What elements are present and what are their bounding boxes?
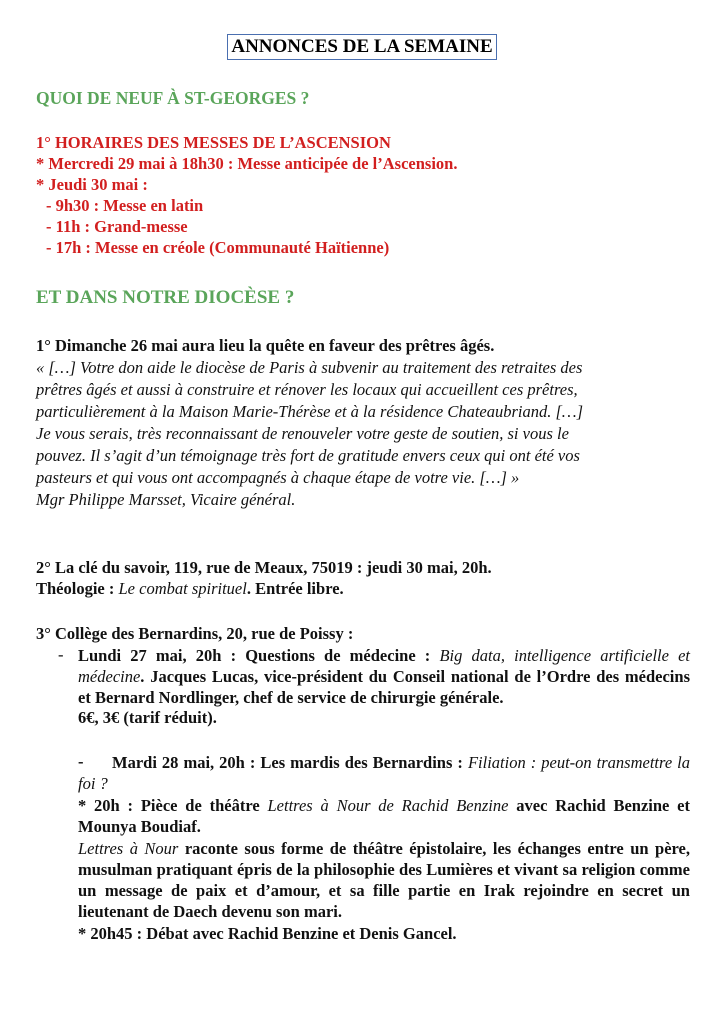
quote-line: particulièrement à la Maison Marie-Thérèse et à la résidence Chateaubriand. […] (36, 402, 584, 421)
quote-line: prêtres âgés et aussi à construire et rénover les locaux qui accueillent ces prêtres, (36, 380, 578, 399)
play-title: Lettres à Nour de Rachid Benzine (267, 796, 509, 815)
event1-dash: - (58, 645, 64, 664)
item3-title: 3° Collège des Bernardins, 20, rue de Poissy : (36, 624, 354, 643)
item2-end: . Entrée libre. (246, 579, 344, 598)
quote-line: « […] Votre don aide le diocèse de Paris à subvenir au traitement des retraites des (36, 358, 583, 377)
event1-lead: Lundi 27 mai, 20h : Questions de médecine : (78, 646, 431, 665)
mass-thursday: * Jeudi 30 mai : (36, 175, 148, 194)
quote-line: pasteurs et qui vous ont accompagnés à chaque étape de votre vie. […] » (36, 468, 520, 487)
quote-line: Je vous serais, très reconnaissant de renouveler votre geste de soutien, si vous le (36, 424, 569, 443)
item1-title: 1° Dimanche 26 mai aura lieu la quête en faveur des prêtres âgés. (36, 336, 495, 355)
mass-sub-item: - 17h : Messe en créole (Communauté Haïtienne) (46, 238, 390, 257)
mass-sub-item: - 11h : Grand-messe (46, 217, 188, 236)
section-heading-st-georges: QUOI DE NEUF À ST-GEORGES ? (36, 88, 310, 108)
event2-dash: - (78, 752, 84, 771)
event2-debate: * 20h45 : Débat avec Rachid Benzine et Denis Gancel. (78, 924, 457, 943)
description-rest: raconte sous forme de théâtre épistolaire, les échanges entre un père, musulman pratiquant épris de la philosophie des Lumières et vivant sa religion comme un message de paix et d’amour, et sa fille partie en Irak rejoindre en secret un lieutenant de Daech devenu son mari. (78, 839, 690, 921)
play-lead: * 20h : Pièce de théâtre (78, 796, 260, 815)
description-title: Lettres à Nour (78, 839, 179, 858)
event2-play (78, 795, 690, 837)
event2-topic: Filiation : peut-on transmettre la foi ? (78, 753, 690, 793)
event2 (78, 752, 690, 794)
item1-quote (36, 357, 583, 511)
play-rest: avec Rachid Benzine et Mounya Boudiaf. (78, 796, 690, 836)
page-title: ANNONCES DE LA SEMAINE (227, 34, 496, 60)
quote-line: pouvez. Il s’agit d’un témoignage très fort de gratitude envers ceux qui ont été vos (36, 446, 580, 465)
event1-topic: Big data, intelligence artificielle et médecine (78, 646, 691, 686)
mass-sub-item: - 9h30 : Messe en latin (46, 196, 204, 215)
section-heading-diocese: ET DANS NOTRE DIOCÈSE ? (36, 287, 295, 308)
event2-lead: Mardi 28 mai, 20h : Les mardis des Bernardins : (112, 753, 463, 772)
item2-detail (36, 579, 344, 600)
item2-topic: Le combat spirituel (118, 579, 247, 598)
mass-schedule-title: 1° HORAIRES DES MESSES DE L’ASCENSION (36, 133, 391, 152)
event1 (78, 645, 690, 708)
item2-title: 2° La clé du savoir, 119, rue de Meaux, 75019 : jeudi 30 mai, 20h. (36, 558, 492, 577)
event2-description (78, 838, 690, 922)
event1-rest: . Jacques Lucas, vice-président du Conseil national de l’Ordre des médecins et Bernard Nordlinger, chef de service de chirurgie générale. (78, 667, 690, 707)
event1-price: 6€, 3€ (tarif réduit). (78, 708, 217, 727)
quote-signature: Mgr Philippe Marsset, Vicaire général. (36, 490, 296, 509)
mass-wednesday: * Mercredi 29 mai à 18h30 : Messe anticipée de l’Ascension. (36, 154, 458, 173)
item2-label: Théologie : (36, 579, 115, 598)
